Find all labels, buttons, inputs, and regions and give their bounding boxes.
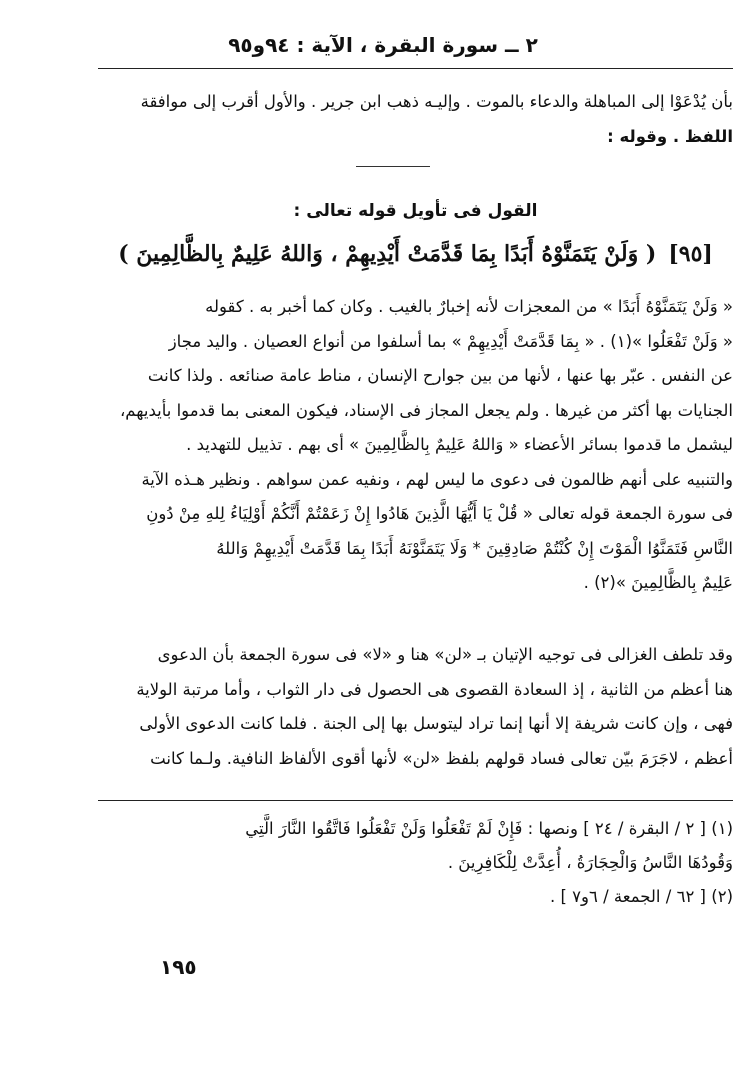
text-line: « وَلَنْ تَفْعَلُوا »(١) . « بِمَا قَدَّمَتْ أَيْدِيهِمْ » بما أسلفوا من أنواع العصيان . واليد مجاز bbox=[168, 331, 733, 351]
verse-line bbox=[98, 234, 733, 274]
text-line: وقد تلطف الغزالى فى توجيه الإتيان بـ «لن» هنا و «لا» فى سورة الجمعة بأن الدعوى bbox=[157, 645, 733, 664]
text-line: الجنايات بها أكثر من غيرها . ولم يجعل المجاز فى الإسناد، فيكون المعنى بما قدموا بأيديهم، bbox=[119, 400, 733, 420]
footnote-divider bbox=[98, 800, 733, 801]
text-line: « وَلَنْ يَتَمَنَّوْهُ أَبَدًا » من المعجزات لأنه إخبارٌ بالغيب . وكان كما أخبر به . كقوله bbox=[205, 297, 733, 316]
text-line: اللفظ . وقوله : bbox=[607, 126, 733, 146]
section-title: القول فى تأويل قوله تعالى : bbox=[293, 201, 538, 221]
commentary-paragraph-2 bbox=[98, 638, 733, 776]
text-line: النَّاسِ فَتَمَنَّوُا الْمَوْتَ إِنْ كُنْتُمْ صَادِقِينَ * وَلَا يَتَمَنَّوْنَهُ أَبَدًا بِمَا قَدَّمَتْ أَيْدِيهِمْ وَاللهُ bbox=[216, 538, 733, 558]
text-line: عن النفس . عبّر بها عنها ، لأنها من بين جوارح الإنسان ، مناط عامة صنائعه . ولذا كانت bbox=[147, 366, 733, 385]
section-separator bbox=[356, 166, 430, 167]
text-line: بأن يُدْعَوْا إلى المباهلة والدعاء بالموت . وإليـه ذهب ابن جرير . والأول أقرب إلى موافقة bbox=[140, 92, 733, 111]
text-line: ليشمل ما قدموا بسائر الأعضاء « وَاللهُ عَلِيمٌ بِالظَّالِمِينَ » أى بهم . تذييل للتهديد . bbox=[186, 435, 733, 454]
verse-text: ( وَلَنْ يَتَمَنَّوْهُ أَبَدًا بِمَا قَدَّمَتْ أَيْدِيهِمْ ، وَاللهُ عَلِيمٌ بِالظَّالِمِينَ ) bbox=[118, 241, 657, 267]
text-line: أعظم ، لاجَرَمَ بيّن تعالى فساد قولهم بلفظ «لن» لأنها أقوى الألفاظ النافية. ولـما كانت bbox=[150, 748, 733, 768]
verse-number: [٩٥] bbox=[668, 241, 713, 267]
footnotes bbox=[98, 812, 733, 914]
intro-paragraph bbox=[98, 85, 733, 154]
footnote-line: (١) [ ٢ / البقرة / ٢٤ ] ونصها : فَإِنْ لَمْ تَفْعَلُوا وَلَنْ تَفْعَلُوا فَاتَّقُوا النَّارَ الَّتِي bbox=[245, 819, 733, 838]
footnote-line: وَقُودُهَا النَّاسُ وَالْحِجَارَةُ ، أُعِدَّتْ لِلْكَافِرِينَ . bbox=[447, 853, 733, 872]
page-number: ١٩٥ bbox=[160, 955, 197, 979]
commentary-paragraph bbox=[98, 290, 733, 601]
text-line: هنا أعظم من الثانية ، إذ السعادة القصوى هى الحصول فى دار الثواب ، وأما مرتبة الولاية bbox=[136, 679, 733, 699]
text-line: عَلِيمٌ بِالظَّالِمِينَ »(٢) . bbox=[583, 573, 733, 592]
text-line: فهى ، وإن كانت شريفة إلا أنها إنما تراد ليتوسل بها إلى الجنة . فلما كانت الدعوى الأولى bbox=[139, 714, 733, 733]
footnote-line: (٢) [ ٦٢ / الجمعة / ٦و٧ ] . bbox=[549, 887, 733, 906]
text-line: والتنبيه على أنهم ظالمون فى دعوى ما ليس لهم ، ونفيه عمن سواهم . ونظير هـذه الآية bbox=[141, 469, 733, 489]
text-line: فى سورة الجمعة قوله تعالى « قُلْ يَا أَيُّهَا الَّذِينَ هَادُوا إِنْ زَعَمْتُمْ أَنَّكُمْ أَوْلِيَاءُ لِلهِ مِنْ دُونِ bbox=[146, 504, 733, 523]
page-header: ٢ ــ سورة البقرة ، الآية : ٩٤و٩٥ bbox=[228, 33, 538, 57]
header-divider bbox=[98, 68, 733, 69]
